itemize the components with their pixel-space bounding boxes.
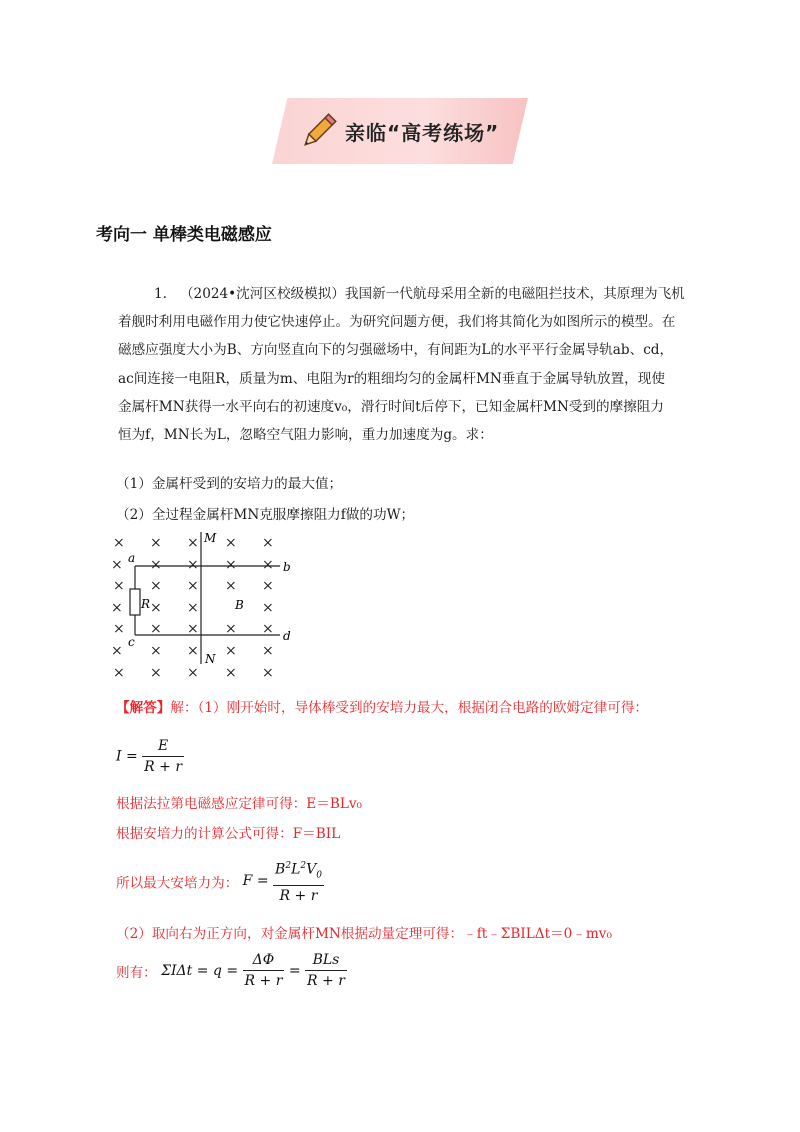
field-cross: × [262,665,274,680]
field-cross: × [262,621,274,637]
field-cross: × [111,557,123,573]
field-cross: × [150,557,162,573]
label-a: a [128,551,136,565]
field-cross: × [111,600,123,616]
field-cross: × [225,621,237,637]
field-cross: × [225,557,237,573]
field-cross: × [262,535,274,551]
label-b: b [283,560,291,574]
field-cross: × [150,621,162,637]
field-cross: × [262,600,274,616]
field-cross: × [225,665,237,680]
label-N: N [205,652,216,666]
field-cross: × [262,557,274,573]
header-banner [272,98,528,164]
question-1: （1）金属杆受到的安培力的最大值； [116,476,343,492]
label-R: R [141,597,151,611]
field-cross: × [113,665,125,680]
banner-title: 亲临“高考练场” [345,121,500,145]
force-numerator: $B^2L^2V_0$ [273,856,324,886]
field-cross: × [262,578,274,594]
problem-line-6: 恒为f，MN长为L，忽略空气阻力影响，重力加速度为g。求： [118,427,493,444]
answer-tag: 【解答】 [116,700,171,716]
field-cross: × [113,578,125,594]
field-cross: × [150,578,162,594]
label-c: c [128,635,135,649]
problem-line-5: 金属杆MN获得一水平向右的初速度v₀，滑行时间t后停下，已知金属杆MN受到的摩擦阻力 [118,398,664,415]
field-cross: × [113,621,125,637]
circuit-figure [108,528,308,680]
field-cross: × [225,643,237,659]
field-cross: × [150,665,162,680]
field-cross: × [187,621,199,637]
problem-line-3: 磁感应强度大小为B、方向竖直向下的匀强磁场中，有间距为L的水平平行金属导轨ab、cd， [118,342,674,359]
field-cross: × [187,535,199,551]
label-M: M [204,531,217,545]
field-cross: × [113,535,125,551]
problem-number: 1. [154,286,167,302]
field-cross: × [111,643,123,659]
equation-charge: ΣIΔt = q = $\frac{\Delta\Phi}{R + r}$ = $\frac{\text{BLs}}{R + r}$ [161,952,345,989]
field-cross: × [150,535,162,551]
solution-line-3: 根据安培力的计算公式可得：F＝BIL [116,826,341,842]
label-d: d [283,629,291,643]
field-cross: × [225,578,237,594]
field-cross: × [187,578,199,594]
label-B: B [235,598,244,612]
field-cross: × [187,557,199,573]
pencil-icon [296,110,340,154]
problem-statement [118,280,710,449]
problem-line-2: 着舰时利用电磁作用力使它快速停止。为研究问题方便，我们将其简化为如图所示的模型。在 [118,314,676,331]
field-cross: × [150,643,162,659]
field-cross: × [187,665,199,680]
field-cross: × [225,535,237,551]
field-cross: × [262,643,274,659]
problem-line-4: ac间连接一电阻R，质量为m、电阻为r的粗细均匀的金属杆MN垂直于金属导轨放置，现使 [118,370,665,387]
equation-current: I = $\frac{E}{R + r}$ [116,738,183,775]
field-cross: × [187,600,199,616]
field-cross: × [187,643,199,659]
question-2: （2）全过程金属杆MN克服摩擦阻力f做的功W； [116,507,415,523]
problem-line-1: 1. （2024•沈河区校级模拟）我国新一代航母采用全新的电磁阻拦技术，其原理为飞机 [154,286,685,302]
field-cross: × [150,600,162,616]
solution-line-6: 则有： ΣIΔt = q = $\frac{\Delta\Phi}{R + r}$ = $\frac{\text{BLs}}{R + r}$ [116,952,345,989]
solution-line-5: （2）取向右为正方向，对金属杆MN根据动量定理可得：﹣ft﹣ΣBILΔt＝0﹣mv₀ [116,926,612,942]
resistor-R [130,589,140,615]
solution-line-4: 所以最大安培力为： F = $\frac{B^2L^2V_0}{R + r}$ [116,856,324,906]
section-title: 考向一 单棒类电磁感应 [96,225,272,245]
solution-line-2: 根据法拉第电磁感应定律可得：E＝BLv₀ [116,796,362,812]
solution-line-1: 【解答】解：（1）刚开始时，导体棒受到的安培力最大，根据闭合电路的欧姆定律可得： [116,700,649,716]
equation-force: F = $\frac{B^2L^2V_0}{R + r}$ [243,873,324,889]
